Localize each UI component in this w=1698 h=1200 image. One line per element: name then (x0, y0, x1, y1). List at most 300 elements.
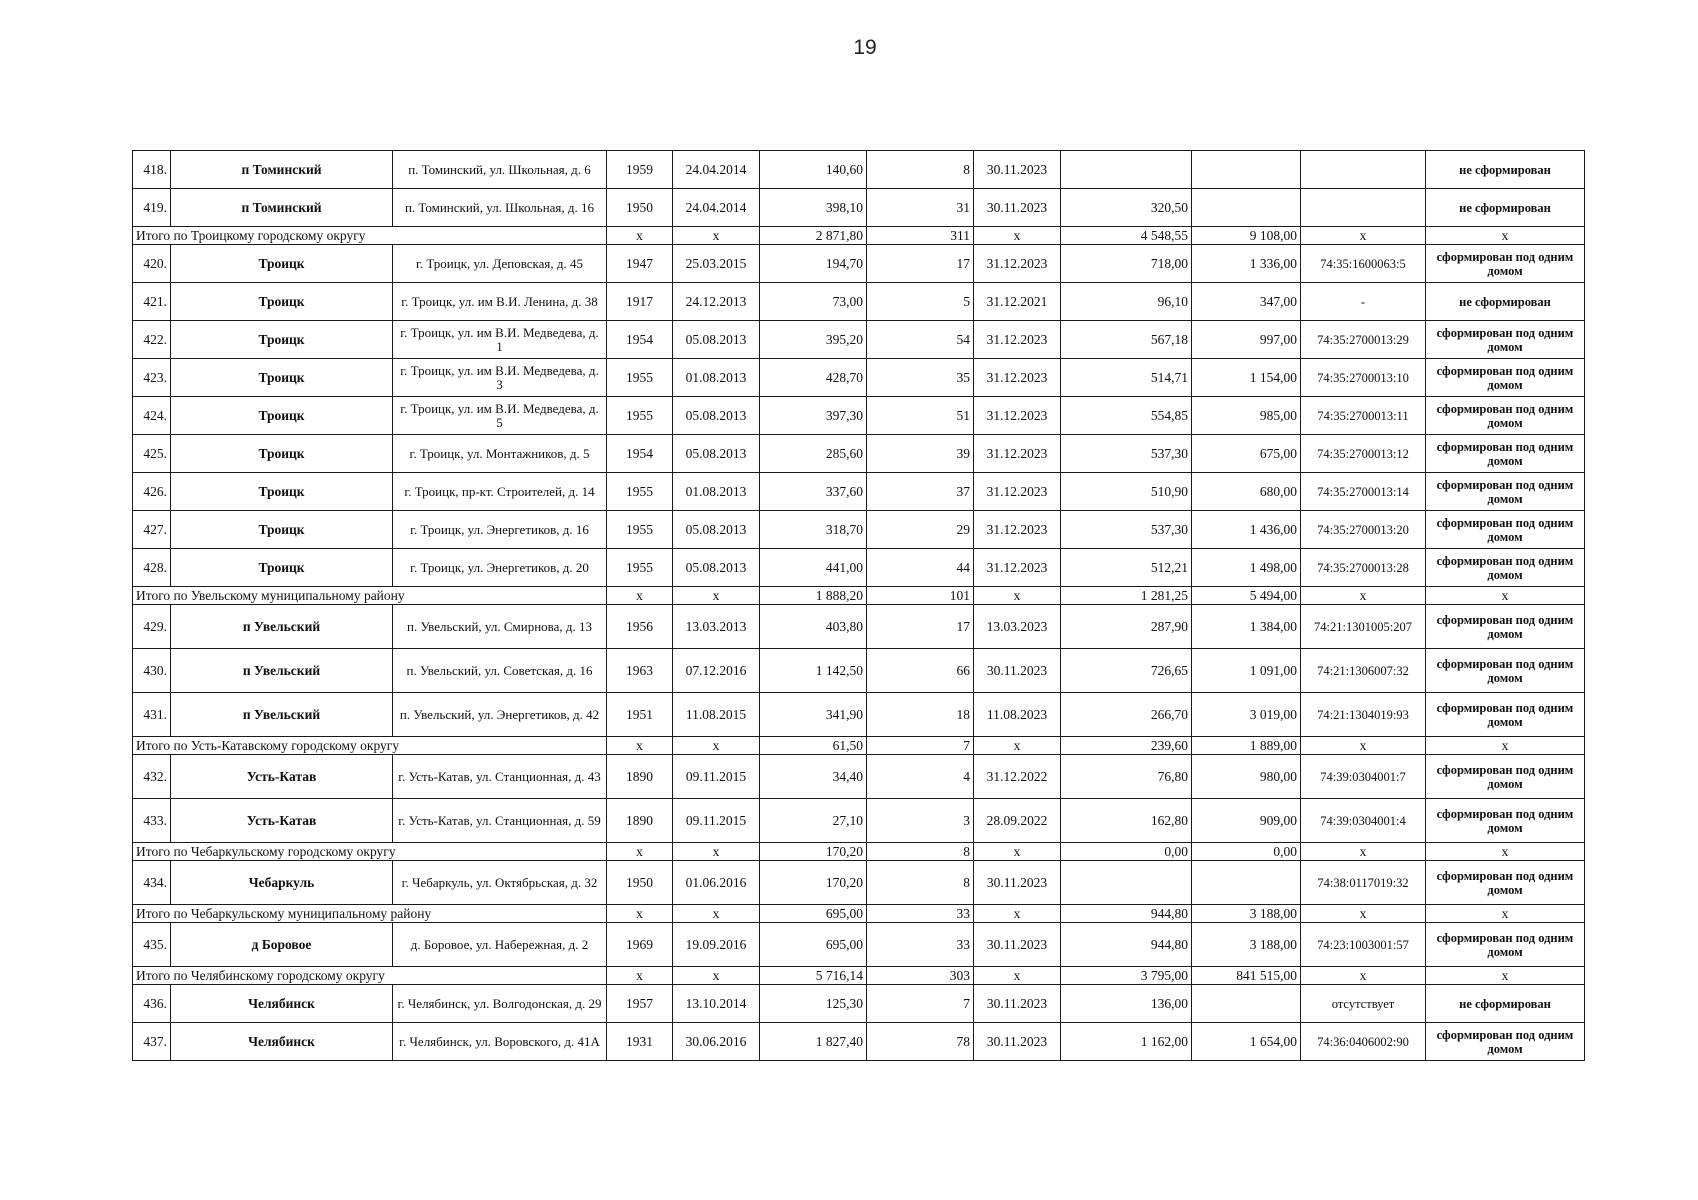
cell-date-recognized: 05.08.2013 (673, 511, 760, 549)
cell-address: г. Троицк, ул. Монтажников, д. 5 (393, 435, 607, 473)
cell-date-recognized: 05.08.2013 (673, 549, 760, 587)
cell-date-recognized: 05.08.2013 (673, 435, 760, 473)
cell-area-2: 266,70 (1061, 693, 1192, 737)
cell-area-2: 510,90 (1061, 473, 1192, 511)
cell-row-number: 425. (133, 435, 171, 473)
cell-area-2: 718,00 (1061, 245, 1192, 283)
cell-row-number: 423. (133, 359, 171, 397)
cell-address: г. Чебаркуль, ул. Октябрьская, д. 32 (393, 861, 607, 905)
cell-address: г. Троицк, ул. Деповская, д. 45 (393, 245, 607, 283)
cell-cadastre: х (1301, 227, 1426, 245)
cell-row-number: 426. (133, 473, 171, 511)
cell-date-planned: х (974, 843, 1061, 861)
cell-row-number: 421. (133, 283, 171, 321)
cell-residents: 31 (867, 189, 974, 227)
cell-residents: 33 (867, 905, 974, 923)
cell-status: сформирован под одним домом (1426, 861, 1585, 905)
cell-address: г. Челябинск, ул. Волгодонская, д. 29 (393, 985, 607, 1023)
cell-settlement: Троицк (171, 321, 393, 359)
table-body (133, 151, 1585, 1061)
cell-address: г. Троицк, ул. Энергетиков, д. 16 (393, 511, 607, 549)
cell-date-planned: 31.12.2023 (974, 549, 1061, 587)
cell-area: 695,00 (760, 923, 867, 967)
cell-residents: 17 (867, 245, 974, 283)
cell-cadastre: 74:35:2700013:28 (1301, 549, 1426, 587)
cell-area-2: 944,80 (1061, 923, 1192, 967)
cell-residents: 8 (867, 861, 974, 905)
cell-residents: 5 (867, 283, 974, 321)
cell-date-planned: 30.11.2023 (974, 189, 1061, 227)
subtotal-label: Итого по Чебаркульскому муниципальному району (133, 905, 607, 923)
cell-cadastre: 74:35:2700013:12 (1301, 435, 1426, 473)
cell-land-area: 0,00 (1192, 843, 1301, 861)
cell-land-area: 1 384,00 (1192, 605, 1301, 649)
cell-date-planned: 30.11.2023 (974, 1023, 1061, 1061)
cell-address: п. Увельский, ул. Энергетиков, д. 42 (393, 693, 607, 737)
cell-settlement: Троицк (171, 549, 393, 587)
subtotal-label: Итого по Чебаркульскому городскому округу (133, 843, 607, 861)
cell-date-recognized: х (673, 843, 760, 861)
cell-address: г. Троицк, пр-кт. Строителей, д. 14 (393, 473, 607, 511)
table-row (133, 799, 1585, 843)
cell-date-planned: х (974, 227, 1061, 245)
cell-row-number: 432. (133, 755, 171, 799)
cell-address: п. Томинский, ул. Школьная, д. 16 (393, 189, 607, 227)
cell-address: п. Томинский, ул. Школьная, д. 6 (393, 151, 607, 189)
cell-land-area: 1 154,00 (1192, 359, 1301, 397)
cell-land-area: 841 515,00 (1192, 967, 1301, 985)
cell-area-2 (1061, 151, 1192, 189)
cell-year: 1955 (607, 549, 673, 587)
cell-residents: 39 (867, 435, 974, 473)
cell-row-number: 433. (133, 799, 171, 843)
cell-land-area: 3 188,00 (1192, 905, 1301, 923)
cell-settlement: Троицк (171, 397, 393, 435)
cell-area-2: 162,80 (1061, 799, 1192, 843)
cell-area-2: 567,18 (1061, 321, 1192, 359)
cell-area: 73,00 (760, 283, 867, 321)
cell-area: 403,80 (760, 605, 867, 649)
cell-land-area (1192, 985, 1301, 1023)
cell-residents: 8 (867, 843, 974, 861)
cell-area: 1 142,50 (760, 649, 867, 693)
cell-date-recognized: 24.12.2013 (673, 283, 760, 321)
cell-settlement: п Томинский (171, 189, 393, 227)
cell-year: 1890 (607, 755, 673, 799)
cell-status: х (1426, 587, 1585, 605)
cell-area: 318,70 (760, 511, 867, 549)
cell-settlement: п Увельский (171, 605, 393, 649)
cell-residents: 101 (867, 587, 974, 605)
cell-area: 397,30 (760, 397, 867, 435)
cell-row-number: 431. (133, 693, 171, 737)
cell-date-planned: 30.11.2023 (974, 923, 1061, 967)
cell-cadastre: 74:21:1306007:32 (1301, 649, 1426, 693)
cell-area-2: 4 548,55 (1061, 227, 1192, 245)
cell-cadastre: 74:23:1003001:57 (1301, 923, 1426, 967)
cell-date-planned: 31.12.2023 (974, 397, 1061, 435)
cell-cadastre: отсутствует (1301, 985, 1426, 1023)
cell-area: 1 888,20 (760, 587, 867, 605)
cell-date-planned: 31.12.2021 (974, 283, 1061, 321)
cell-cadastre: 74:21:1304019:93 (1301, 693, 1426, 737)
cell-residents: 44 (867, 549, 974, 587)
cell-row-number: 428. (133, 549, 171, 587)
cell-land-area: 1 498,00 (1192, 549, 1301, 587)
cell-residents: 303 (867, 967, 974, 985)
cell-cadastre: 74:35:2700013:11 (1301, 397, 1426, 435)
subtotal-row (133, 587, 1585, 605)
cell-year: 1951 (607, 693, 673, 737)
cell-year: 1950 (607, 189, 673, 227)
cell-status: сформирован под одним домом (1426, 245, 1585, 283)
cell-date-recognized: х (673, 587, 760, 605)
cell-address: г. Усть-Катав, ул. Станционная, д. 43 (393, 755, 607, 799)
cell-address: г. Усть-Катав, ул. Станционная, д. 59 (393, 799, 607, 843)
cell-area-2: 3 795,00 (1061, 967, 1192, 985)
subtotal-label: Итого по Увельскому муниципальному району (133, 587, 607, 605)
cell-address: п. Увельский, ул. Смирнова, д. 13 (393, 605, 607, 649)
cell-row-number: 436. (133, 985, 171, 1023)
cell-cadastre: 74:21:1301005:207 (1301, 605, 1426, 649)
cell-status: сформирован под одним домом (1426, 923, 1585, 967)
cell-cadastre: 74:35:2700013:20 (1301, 511, 1426, 549)
cell-status: х (1426, 227, 1585, 245)
cell-date-recognized: 24.04.2014 (673, 189, 760, 227)
cell-settlement: Троицк (171, 511, 393, 549)
cell-year: 1959 (607, 151, 673, 189)
cell-area: 428,70 (760, 359, 867, 397)
cell-settlement: п Увельский (171, 693, 393, 737)
cell-settlement: Усть-Катав (171, 755, 393, 799)
cell-settlement: Троицк (171, 283, 393, 321)
cell-cadastre: х (1301, 905, 1426, 923)
cell-year: 1969 (607, 923, 673, 967)
table-row (133, 435, 1585, 473)
cell-year: 1947 (607, 245, 673, 283)
cell-year: 1954 (607, 435, 673, 473)
cell-area: 5 716,14 (760, 967, 867, 985)
cell-status: х (1426, 843, 1585, 861)
cell-settlement: п Увельский (171, 649, 393, 693)
cell-land-area: 347,00 (1192, 283, 1301, 321)
cell-area-2: 1 162,00 (1061, 1023, 1192, 1061)
cell-date-recognized: 09.11.2015 (673, 799, 760, 843)
cell-land-area (1192, 861, 1301, 905)
cell-area: 140,60 (760, 151, 867, 189)
cell-date-recognized: х (673, 967, 760, 985)
cell-row-number: 430. (133, 649, 171, 693)
table-row (133, 605, 1585, 649)
subtotal-label: Итого по Челябинскому городскому округу (133, 967, 607, 985)
cell-status: х (1426, 737, 1585, 755)
cell-area: 61,50 (760, 737, 867, 755)
cell-date-planned: х (974, 967, 1061, 985)
cell-status: не сформирован (1426, 985, 1585, 1023)
cell-year: 1955 (607, 511, 673, 549)
cell-year: 1954 (607, 321, 673, 359)
cell-area: 34,40 (760, 755, 867, 799)
cell-residents: 33 (867, 923, 974, 967)
cell-cadastre: 74:39:0304001:4 (1301, 799, 1426, 843)
cell-status: сформирован под одним домом (1426, 397, 1585, 435)
cell-date-recognized: 30.06.2016 (673, 1023, 760, 1061)
cell-date-planned: 30.11.2023 (974, 985, 1061, 1023)
cell-date-planned: 30.11.2023 (974, 151, 1061, 189)
cell-settlement: Троицк (171, 473, 393, 511)
cell-land-area: 1 654,00 (1192, 1023, 1301, 1061)
cell-address: г. Троицк, ул. им В.И. Ленина, д. 38 (393, 283, 607, 321)
cell-status: сформирован под одним домом (1426, 649, 1585, 693)
cell-residents: 78 (867, 1023, 974, 1061)
cell-row-number: 437. (133, 1023, 171, 1061)
cell-area: 337,60 (760, 473, 867, 511)
cell-residents: 17 (867, 605, 974, 649)
cell-date-planned: 30.11.2023 (974, 649, 1061, 693)
cell-area-2: 944,80 (1061, 905, 1192, 923)
cell-cadastre: х (1301, 967, 1426, 985)
cell-area: 170,20 (760, 843, 867, 861)
cell-date-recognized: 05.08.2013 (673, 397, 760, 435)
table-row (133, 321, 1585, 359)
cell-area-2: 514,71 (1061, 359, 1192, 397)
subtotal-label: Итого по Троицкому городскому округу (133, 227, 607, 245)
cell-cadastre: 74:35:2700013:29 (1301, 321, 1426, 359)
cell-address: д. Боровое, ул. Набережная, д. 2 (393, 923, 607, 967)
cell-area-2: 287,90 (1061, 605, 1192, 649)
table-row (133, 1023, 1585, 1061)
cell-year: 1963 (607, 649, 673, 693)
cell-date-recognized: 11.08.2015 (673, 693, 760, 737)
housing-registry-table (132, 150, 1585, 1061)
cell-area-2: 0,00 (1061, 843, 1192, 861)
cell-status: сформирован под одним домом (1426, 799, 1585, 843)
cell-date-recognized: 05.08.2013 (673, 321, 760, 359)
cell-date-recognized: 19.09.2016 (673, 923, 760, 967)
cell-area-2: 136,00 (1061, 985, 1192, 1023)
cell-residents: 66 (867, 649, 974, 693)
cell-status: не сформирован (1426, 189, 1585, 227)
cell-land-area: 985,00 (1192, 397, 1301, 435)
cell-land-area: 1 436,00 (1192, 511, 1301, 549)
page-number: 19 (853, 36, 877, 59)
cell-residents: 54 (867, 321, 974, 359)
cell-residents: 3 (867, 799, 974, 843)
cell-year: 1955 (607, 397, 673, 435)
cell-area: 194,70 (760, 245, 867, 283)
cell-status: сформирован под одним домом (1426, 473, 1585, 511)
cell-area-2: 96,10 (1061, 283, 1192, 321)
cell-status: не сформирован (1426, 151, 1585, 189)
cell-land-area (1192, 151, 1301, 189)
table-row (133, 473, 1585, 511)
cell-date-planned: х (974, 905, 1061, 923)
cell-date-recognized: 13.10.2014 (673, 985, 760, 1023)
cell-year: х (607, 587, 673, 605)
cell-status: сформирован под одним домом (1426, 435, 1585, 473)
cell-land-area: 9 108,00 (1192, 227, 1301, 245)
cell-year: х (607, 905, 673, 923)
cell-residents: 18 (867, 693, 974, 737)
table-row (133, 693, 1585, 737)
cell-cadastre: 74:39:0304001:7 (1301, 755, 1426, 799)
cell-cadastre: 74:36:0406002:90 (1301, 1023, 1426, 1061)
table-row (133, 511, 1585, 549)
cell-status: сформирован под одним домом (1426, 693, 1585, 737)
table-row (133, 985, 1585, 1023)
cell-settlement: Троицк (171, 245, 393, 283)
cell-residents: 8 (867, 151, 974, 189)
cell-row-number: 422. (133, 321, 171, 359)
cell-date-planned: 31.12.2023 (974, 511, 1061, 549)
cell-status: сформирован под одним домом (1426, 605, 1585, 649)
cell-area: 1 827,40 (760, 1023, 867, 1061)
cell-land-area: 1 889,00 (1192, 737, 1301, 755)
cell-cadastre (1301, 151, 1426, 189)
cell-area-2: 554,85 (1061, 397, 1192, 435)
table-row (133, 755, 1585, 799)
cell-cadastre (1301, 189, 1426, 227)
cell-status: х (1426, 967, 1585, 985)
cell-settlement: Челябинск (171, 1023, 393, 1061)
cell-area-2 (1061, 861, 1192, 905)
cell-area: 27,10 (760, 799, 867, 843)
cell-cadastre: - (1301, 283, 1426, 321)
cell-date-recognized: 13.03.2013 (673, 605, 760, 649)
cell-area: 170,20 (760, 861, 867, 905)
cell-status: сформирован под одним домом (1426, 1023, 1585, 1061)
cell-status: сформирован под одним домом (1426, 359, 1585, 397)
cell-date-planned: 31.12.2023 (974, 245, 1061, 283)
cell-date-planned: х (974, 587, 1061, 605)
cell-area: 695,00 (760, 905, 867, 923)
cell-date-recognized: 07.12.2016 (673, 649, 760, 693)
cell-year: 1956 (607, 605, 673, 649)
cell-row-number: 434. (133, 861, 171, 905)
cell-status: сформирован под одним домом (1426, 549, 1585, 587)
cell-residents: 311 (867, 227, 974, 245)
table-row (133, 359, 1585, 397)
cell-status: х (1426, 905, 1585, 923)
cell-year: х (607, 737, 673, 755)
table-row (133, 151, 1585, 189)
cell-date-recognized: 09.11.2015 (673, 755, 760, 799)
cell-address: п. Увельский, ул. Советская, д. 16 (393, 649, 607, 693)
cell-date-recognized: 01.06.2016 (673, 861, 760, 905)
cell-residents: 51 (867, 397, 974, 435)
cell-year: 1957 (607, 985, 673, 1023)
table-row (133, 397, 1585, 435)
cell-settlement: Троицк (171, 359, 393, 397)
cell-date-planned: 13.03.2023 (974, 605, 1061, 649)
cell-area: 398,10 (760, 189, 867, 227)
table-row (133, 649, 1585, 693)
cell-year: 1890 (607, 799, 673, 843)
cell-date-planned: 31.12.2023 (974, 321, 1061, 359)
cell-residents: 29 (867, 511, 974, 549)
cell-date-planned: 31.12.2023 (974, 359, 1061, 397)
cell-date-planned: 28.09.2022 (974, 799, 1061, 843)
cell-settlement: Усть-Катав (171, 799, 393, 843)
cell-land-area: 675,00 (1192, 435, 1301, 473)
cell-area: 285,60 (760, 435, 867, 473)
subtotal-row (133, 843, 1585, 861)
cell-year: х (607, 227, 673, 245)
cell-settlement: Челябинск (171, 985, 393, 1023)
cell-address: г. Троицк, ул. Энергетиков, д. 20 (393, 549, 607, 587)
cell-cadastre: 74:35:2700013:14 (1301, 473, 1426, 511)
cell-row-number: 419. (133, 189, 171, 227)
cell-row-number: 427. (133, 511, 171, 549)
cell-cadastre: 74:35:1600063:5 (1301, 245, 1426, 283)
cell-land-area: 3 188,00 (1192, 923, 1301, 967)
cell-date-planned: 30.11.2023 (974, 861, 1061, 905)
table-row (133, 549, 1585, 587)
cell-date-planned: 11.08.2023 (974, 693, 1061, 737)
cell-address: г. Троицк, ул. им В.И. Медведева, д. 3 (393, 359, 607, 397)
cell-land-area: 909,00 (1192, 799, 1301, 843)
cell-area-2: 726,65 (1061, 649, 1192, 693)
cell-settlement: Чебаркуль (171, 861, 393, 905)
cell-residents: 7 (867, 985, 974, 1023)
cell-year: 1955 (607, 473, 673, 511)
table-row (133, 923, 1585, 967)
cell-land-area: 997,00 (1192, 321, 1301, 359)
cell-area: 395,20 (760, 321, 867, 359)
cell-row-number: 420. (133, 245, 171, 283)
cell-land-area: 3 019,00 (1192, 693, 1301, 737)
cell-date-recognized: х (673, 905, 760, 923)
cell-date-planned: 31.12.2023 (974, 473, 1061, 511)
cell-address: г. Троицк, ул. им В.И. Медведева, д. 1 (393, 321, 607, 359)
cell-area-2: 1 281,25 (1061, 587, 1192, 605)
cell-cadastre: х (1301, 843, 1426, 861)
cell-date-recognized: 25.03.2015 (673, 245, 760, 283)
cell-status: сформирован под одним домом (1426, 511, 1585, 549)
cell-area-2: 320,50 (1061, 189, 1192, 227)
cell-year: х (607, 967, 673, 985)
cell-land-area: 5 494,00 (1192, 587, 1301, 605)
cell-residents: 37 (867, 473, 974, 511)
cell-date-recognized: х (673, 227, 760, 245)
cell-address: г. Челябинск, ул. Воровского, д. 41А (393, 1023, 607, 1061)
cell-land-area: 1 336,00 (1192, 245, 1301, 283)
cell-address: г. Троицк, ул. им В.И. Медведева, д. 5 (393, 397, 607, 435)
table-row (133, 189, 1585, 227)
cell-area-2: 537,30 (1061, 511, 1192, 549)
subtotal-label: Итого по Усть-Катавскому городскому округу (133, 737, 607, 755)
table-row (133, 861, 1585, 905)
cell-residents: 35 (867, 359, 974, 397)
cell-date-planned: 31.12.2023 (974, 435, 1061, 473)
cell-status: сформирован под одним домом (1426, 321, 1585, 359)
cell-row-number: 424. (133, 397, 171, 435)
cell-row-number: 435. (133, 923, 171, 967)
cell-date-recognized: 01.08.2013 (673, 359, 760, 397)
cell-year: 1931 (607, 1023, 673, 1061)
cell-area-2: 512,21 (1061, 549, 1192, 587)
cell-land-area: 680,00 (1192, 473, 1301, 511)
cell-area: 2 871,80 (760, 227, 867, 245)
cell-area-2: 537,30 (1061, 435, 1192, 473)
table-row (133, 283, 1585, 321)
cell-cadastre: 74:38:0117019:32 (1301, 861, 1426, 905)
cell-land-area (1192, 189, 1301, 227)
cell-residents: 4 (867, 755, 974, 799)
cell-land-area: 1 091,00 (1192, 649, 1301, 693)
subtotal-row (133, 967, 1585, 985)
cell-area: 125,30 (760, 985, 867, 1023)
